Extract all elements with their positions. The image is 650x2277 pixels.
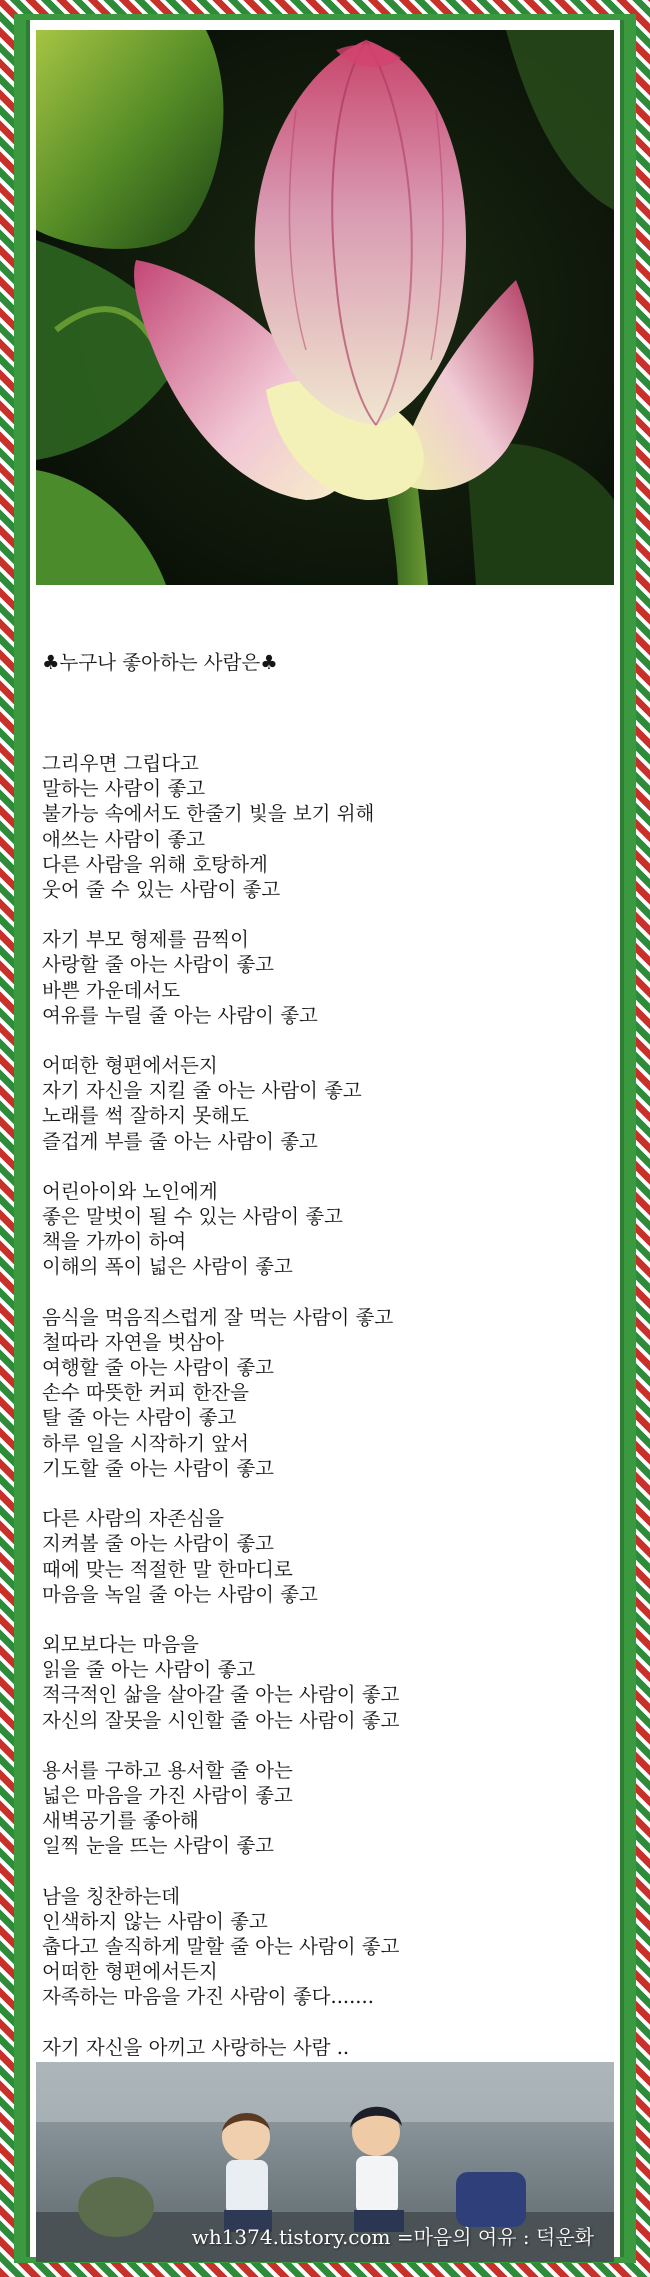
poem-line: 애쓰는 사람이 좋고 xyxy=(42,827,206,851)
poem-line: 웃어 줄 수 있는 사람이 좋고 xyxy=(42,878,281,902)
poem-line: 어린아이와 노인에게 xyxy=(42,1179,218,1203)
poem-line: 어떠한 형편에서든지 xyxy=(42,1960,218,1984)
poem-line: 탈 줄 아는 사람이 좋고 xyxy=(42,1406,237,1430)
poem-line: 춥다고 솔직하게 말할 줄 아는 사람이 좋고 xyxy=(42,1934,400,1958)
poem-line: 적극적인 삶을 살아갈 줄 아는 사람이 좋고 xyxy=(42,1683,400,1707)
poem-line: 사랑할 줄 아는 사람이 좋고 xyxy=(42,953,275,977)
poem-stanza xyxy=(42,1506,612,1607)
poem-line: 기도할 줄 아는 사람이 좋고 xyxy=(42,1456,275,1480)
poem-line: 하루 일을 시작하기 앞서 xyxy=(42,1431,249,1455)
poem-stanza xyxy=(42,751,612,902)
poem-line: 자기 자신을 아끼고 사랑하는 사람 .. xyxy=(42,2035,350,2059)
poem-line: 다른 사람을 위해 호탕하게 xyxy=(42,852,268,876)
lotus-flower-image xyxy=(36,30,614,585)
poem-line: 책을 가까이 하여 xyxy=(42,1230,187,1254)
poem-line: 말하는 사람이 좋고 xyxy=(42,777,206,801)
poem-line: 지켜볼 줄 아는 사람이 좋고 xyxy=(42,1532,275,1556)
poem-line: 용서를 구하고 용서할 줄 아는 xyxy=(42,1758,293,1782)
poem-line: 마음을 녹일 줄 아는 사람이 좋고 xyxy=(42,1582,318,1606)
poem-stanza xyxy=(42,1053,612,1154)
poem-line: 그리우면 그립다고 xyxy=(42,752,199,776)
poem-stanza xyxy=(42,1179,612,1280)
poem-line: 자기 부모 형제를 끔찍이 xyxy=(42,928,249,952)
poem-line: 이해의 폭이 넓은 사람이 좋고 xyxy=(42,1255,293,1279)
poem-stanza xyxy=(42,1632,612,1733)
poem-stanzas xyxy=(42,751,612,2135)
poem-line: 외모보다는 마음을 xyxy=(42,1632,199,1656)
poem-line: 여유를 누릴 줄 아는 사람이 좋고 xyxy=(42,1003,318,1027)
poem-line: 철따라 자연을 벗삼아 xyxy=(42,1330,224,1354)
poem-stanza xyxy=(42,1884,612,2010)
poem-line: 새벽공기를 좋아해 xyxy=(42,1809,199,1833)
poem-title: ♣누구나 좋아하는 사람은♣ xyxy=(42,651,278,675)
poem-line: 인색하지 않는 사람이 좋고 xyxy=(42,1909,268,1933)
poem xyxy=(42,600,612,2186)
poem-line: 어떠한 형편에서든지 xyxy=(42,1054,218,1078)
poem-line: 다른 사람의 자존심을 xyxy=(42,1507,224,1531)
image-caption: wh1374.tistory.com =마음의 여유 : 덕운화 xyxy=(191,2225,594,2249)
poem-stanza xyxy=(42,1305,612,1481)
poem-line: 여행할 줄 아는 사람이 좋고 xyxy=(42,1356,275,1380)
anime-scene-image xyxy=(36,2062,614,2262)
poem-line: 자족하는 마음을 가진 사람이 좋다....... xyxy=(42,1985,374,2009)
poem-line: 좋은 말벗이 될 수 있는 사람이 좋고 xyxy=(42,1205,343,1229)
poem-line: 넓은 마음을 가진 사람이 좋고 xyxy=(42,1783,293,1807)
poem-line: 즐겁게 부를 줄 아는 사람이 좋고 xyxy=(42,1129,318,1153)
poem-stanza xyxy=(42,927,612,1028)
poem-line: 남을 칭찬하는데 xyxy=(42,1884,181,1908)
poem-line: 자기 자신을 지킬 줄 아는 사람이 좋고 xyxy=(42,1079,362,1103)
poem-line: 음식을 먹음직스럽게 잘 먹는 사람이 좋고 xyxy=(42,1305,394,1329)
poem-line: 노래를 썩 잘하지 못해도 xyxy=(42,1104,249,1128)
poem-line: 일찍 눈을 뜨는 사람이 좋고 xyxy=(42,1834,275,1858)
poem-line: 불가능 속에서도 한줄기 빛을 보기 위해 xyxy=(42,802,375,826)
poem-line: 손수 따뜻한 커피 한잔을 xyxy=(42,1381,249,1405)
poem-stanza xyxy=(42,1758,612,1859)
poem-line: 읽을 줄 아는 사람이 좋고 xyxy=(42,1658,256,1682)
poem-line: 바쁜 가운데서도 xyxy=(42,978,181,1002)
poem-line: 자신의 잘못을 시인할 줄 아는 사람이 좋고 xyxy=(42,1708,400,1732)
poem-line: 때에 맞는 적절한 말 한마디로 xyxy=(42,1557,293,1581)
